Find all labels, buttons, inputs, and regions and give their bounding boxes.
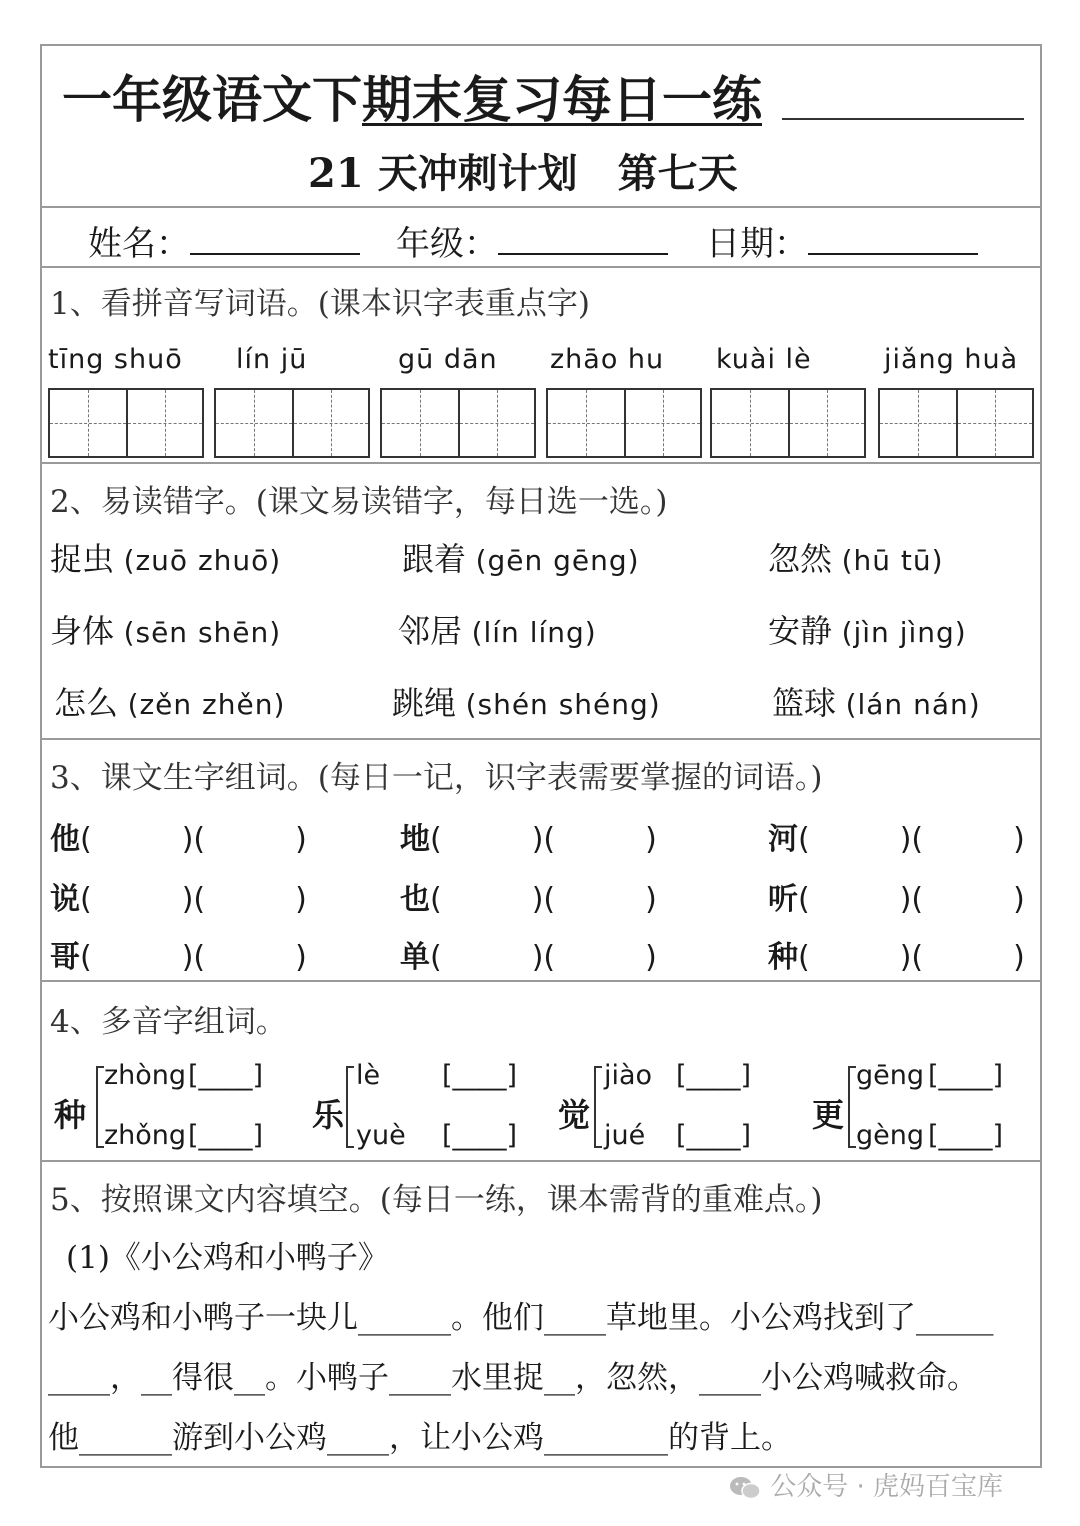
q2-pinyin-options[interactable]: (lín líng)	[471, 616, 597, 649]
q3-row-item[interactable]	[50, 814, 307, 858]
q4-pinyin: zhòng	[104, 1060, 187, 1091]
q4-pinyin: gēng	[856, 1060, 925, 1091]
q3-section	[42, 740, 1040, 982]
q3-blanks[interactable]: ( )( )	[798, 822, 1025, 857]
page-title	[62, 60, 762, 132]
date-label: 日期：	[706, 224, 808, 264]
q4-answer-blank[interactable]: [____]	[928, 1120, 1004, 1151]
q4-answer-blank[interactable]: [____]	[676, 1120, 752, 1151]
worksheet	[40, 44, 1042, 1468]
brace	[346, 1066, 354, 1148]
writing-grid[interactable]	[48, 388, 204, 458]
q2-item[interactable]	[54, 678, 285, 724]
q1-pinyin: zhāo hu	[550, 344, 665, 375]
q2-item[interactable]	[768, 534, 944, 580]
q3-char: 说	[50, 882, 80, 917]
q3-row-item[interactable]	[400, 874, 657, 918]
q2-word: 安静	[768, 612, 833, 650]
grade-field[interactable]	[396, 216, 668, 265]
q2-item[interactable]	[768, 606, 967, 652]
q4-char: 乐	[312, 1096, 345, 1134]
q3-char: 也	[400, 882, 430, 917]
q4-char: 更	[812, 1096, 845, 1134]
q3-char: 听	[768, 882, 798, 917]
q4-answer-blank[interactable]: [____]	[928, 1060, 1004, 1091]
writing-grid[interactable]	[546, 388, 702, 458]
q2-pinyin-options[interactable]: (zěn zhěn)	[127, 688, 286, 721]
q1-pinyin: tīng shuō	[48, 344, 183, 375]
grade-blank[interactable]	[498, 223, 668, 255]
q5-fill-line[interactable]: 小公鸡和小鸭子一块儿______。他们____草地里。小公鸡找到了_____	[48, 1300, 994, 1336]
q4-pinyin: jué	[604, 1120, 646, 1151]
q3-blanks[interactable]: ( )( )	[798, 882, 1025, 917]
writing-grid[interactable]	[380, 388, 536, 458]
q2-item[interactable]	[398, 606, 597, 652]
q4-answer-blank[interactable]: [____]	[442, 1060, 518, 1091]
brace	[96, 1066, 104, 1148]
q2-item[interactable]	[50, 534, 281, 580]
q3-blanks[interactable]: ( )( )	[80, 882, 307, 917]
q2-item[interactable]	[402, 534, 640, 580]
watermark-text: 公众号 · 虎妈百宝库	[770, 1472, 1004, 1502]
q4-char: 种	[54, 1096, 87, 1134]
q2-section	[42, 464, 1040, 740]
q1-pinyin: gū dān	[398, 344, 498, 375]
q5-fill-line[interactable]: ____，__得很__。小鸭子____水里捉__，忽然，____小公鸡喊救命。	[48, 1360, 978, 1396]
q2-word: 邻居	[398, 612, 463, 650]
q3-blanks[interactable]: ( )( )	[430, 822, 657, 857]
q1-pinyin: lín jū	[236, 344, 308, 375]
q3-char: 他	[50, 822, 80, 857]
header-section	[42, 46, 1040, 208]
q2-heading: 2、易读错字。(课文易读错字，每日选一选。)	[50, 484, 668, 520]
q2-word: 忽然	[768, 540, 833, 578]
q2-pinyin-options[interactable]: (shén shéng)	[465, 688, 661, 721]
watermark	[728, 1466, 1003, 1503]
q5-section	[42, 1162, 1040, 1470]
q1-heading: 1、看拼音写词语。(课本识字表重点字)	[50, 286, 590, 322]
q2-word: 身体	[50, 612, 115, 650]
q3-char: 河	[768, 822, 798, 857]
q2-pinyin-options[interactable]: (lán nán)	[845, 688, 981, 721]
q2-pinyin-options[interactable]: (hū tū)	[841, 544, 944, 577]
q3-row-item[interactable]	[50, 874, 307, 918]
q2-pinyin-options[interactable]: (gēn gēng)	[475, 544, 640, 577]
brace	[848, 1066, 856, 1148]
q3-blanks[interactable]: ( )( )	[80, 940, 307, 975]
q1-pinyin: kuài lè	[716, 344, 812, 375]
q4-pinyin: jiào	[604, 1060, 653, 1091]
date-blank[interactable]	[808, 223, 978, 255]
q5-heading: 5、按照课文内容填空。(每日一练，课本需背的重难点。)	[50, 1182, 823, 1218]
q3-row-item[interactable]	[400, 932, 657, 976]
q2-word: 跟着	[402, 540, 467, 578]
q4-section	[42, 982, 1040, 1162]
name-field[interactable]	[88, 216, 360, 265]
q3-row-item[interactable]	[768, 874, 1025, 918]
q4-pinyin: lè	[356, 1060, 381, 1091]
name-blank[interactable]	[190, 223, 360, 255]
q3-char: 种	[768, 940, 798, 975]
title-underline-extension	[782, 118, 1024, 120]
q1-pinyin: jiǎng huà	[884, 344, 1019, 375]
q2-word: 篮球	[772, 684, 837, 722]
q4-pinyin: yuè	[356, 1120, 406, 1151]
q3-heading: 3、课文生字组词。(每日一记，识字表需要掌握的词语。)	[50, 760, 823, 796]
wechat-icon	[728, 1475, 762, 1501]
brace	[594, 1066, 602, 1148]
q2-word: 捉虫	[50, 540, 115, 578]
q2-pinyin-options[interactable]: (jìn jìng)	[841, 616, 967, 649]
q2-item[interactable]	[772, 678, 981, 724]
q3-blanks[interactable]: ( )( )	[798, 940, 1025, 975]
title-plain: 一年级语文下	[62, 70, 362, 129]
q2-pinyin-options[interactable]: (sēn shēn)	[123, 616, 282, 649]
title-underlined: 期末复习每日一练	[362, 70, 762, 129]
q3-blanks[interactable]: ( )( )	[430, 940, 657, 975]
q4-char: 觉	[558, 1096, 591, 1134]
q3-char: 单	[400, 940, 430, 975]
q4-heading: 4、多音字组词。	[50, 1004, 287, 1040]
q3-blanks[interactable]: ( )( )	[430, 882, 657, 917]
q3-char: 哥	[50, 940, 80, 975]
q2-item[interactable]	[50, 606, 281, 652]
page-subtitle: 21 天冲刺计划 第七天	[308, 150, 738, 197]
writing-grid[interactable]	[214, 388, 370, 458]
grade-label: 年级：	[396, 224, 498, 264]
date-field[interactable]	[706, 216, 978, 265]
q3-blanks[interactable]: ( )( )	[80, 822, 307, 857]
info-section	[42, 208, 1040, 268]
q5-fill-line[interactable]: 他______游到小公鸡____，让小公鸡________的背上。	[48, 1420, 792, 1456]
q3-row-item[interactable]	[768, 814, 1025, 858]
q2-item[interactable]	[392, 678, 661, 724]
name-label: 姓名：	[88, 224, 190, 264]
writing-grid[interactable]	[878, 388, 1034, 458]
q2-word: 跳绳	[392, 684, 457, 722]
q5-subtitle: (1)《小公鸡和小鸭子》	[66, 1240, 389, 1276]
q4-answer-blank[interactable]: [____]	[188, 1060, 264, 1091]
q4-answer-blank[interactable]: [____]	[676, 1060, 752, 1091]
q4-pinyin: zhǒng	[104, 1120, 187, 1151]
q2-word: 怎么	[54, 684, 119, 722]
q3-row-item[interactable]	[50, 932, 307, 976]
q2-pinyin-options[interactable]: (zuō zhuō)	[123, 544, 282, 577]
writing-grid[interactable]	[710, 388, 866, 458]
q4-pinyin: gèng	[856, 1120, 925, 1151]
q4-answer-blank[interactable]: [____]	[442, 1120, 518, 1151]
q3-char: 地	[400, 822, 430, 857]
q3-row-item[interactable]	[400, 814, 657, 858]
q4-answer-blank[interactable]: [____]	[188, 1120, 264, 1151]
q3-row-item[interactable]	[768, 932, 1025, 976]
